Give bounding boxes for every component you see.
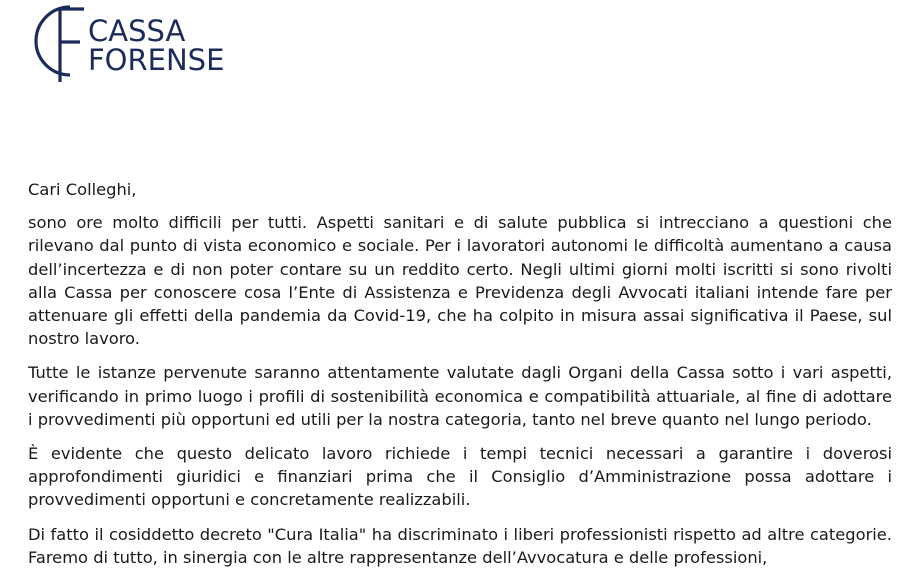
letter-greeting: Cari Colleghi, [28, 180, 137, 199]
letter-paragraph-3: È evidente che questo delicato lavoro richiede i tempi tecnici necessari a garantire i doverosi approfondimenti giuridici e finanziari prima che il Consiglio d’Amministrazione possa adottare i provvedimenti opportuni e concretamente realizzabili. [28, 444, 892, 510]
cassa-forense-logo [26, 0, 236, 82]
logo-line-forense: FORENSE [88, 43, 225, 77]
letter-paragraph-4: Di fatto il cosiddetto decreto "Cura Italia" ha discriminato i liberi professionisti rispetto ad altre categorie. Faremo di tutto, in sinergia con le altre rappresentanze dell’Avvocatura e delle professioni, [28, 524, 892, 567]
logo-line-cassa: CASSA [88, 14, 186, 48]
cf-monogram-icon [26, 0, 96, 82]
letter-body [28, 178, 892, 580]
logo-wordmark [88, 14, 225, 77]
letter-paragraph-2: Tutte le istanze pervenute saranno attentamente valutate dagli Organi della Cassa sotto i vari aspetti, verificando in primo luogo i profili di sostenibilità economica e compatibilità attuariale, al fine di adottare i provvedimenti più opportuni ed utili per la nostra categoria, tanto nel breve quanto nel lungo periodo. [28, 363, 892, 429]
letter-paragraph-1: sono ore molto difficili per tutti. Aspetti sanitari e di salute pubblica si intrecciano a questioni che rilevano dal punto di vista economico e sociale. Per i lavoratori autonomi le difficoltà aumentano a causa dell’incertezza e di non poter contare su un reddito certo. Negli ultimi giorni molti iscritti si sono rivolti alla Cassa per conoscere cosa l’Ente di Assistenza e Previdenza degli Avvocati italiani intende fare per attenuare gli effetti della pandemia da Covid-19, che ha colpito in misura assai significativa il Paese, sul nostro lavoro. [28, 213, 892, 349]
